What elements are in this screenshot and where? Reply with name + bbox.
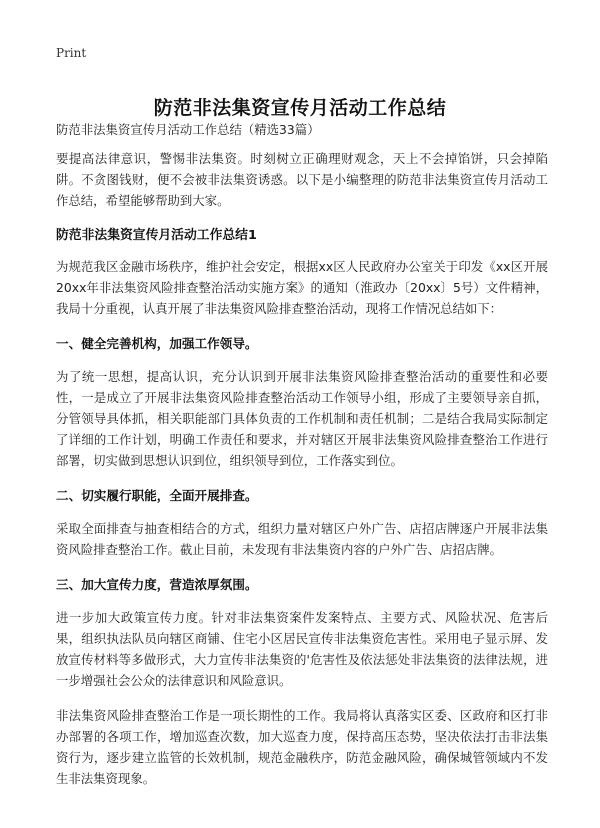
point-3-body: 进一步加大政策宣传力度。针对非法集资案件发案特点、主要方式、风险状况、危害后果，组织执法队员向辖区商铺、住宅小区居民宣传非法集资危害性。采用电子显示屏、发放宣传材料等多做形式，大力宣传非法集资的'危害性及依法惩处非法集资的法律法规，进一步增强社会公众的法律意识和风险意识。: [56, 610, 548, 688]
print-link[interactable]: Print: [56, 46, 87, 60]
point-2-body: 采取全面排查与抽查相结合的方式，组织力量对辖区户外广告、店招店牌逐户开展非法集资风险排查整治工作。截止目前，未发现有非法集资内容的户外广告、店招店牌。: [56, 521, 548, 557]
point-3-heading: 三、加大宣传力度，营造浓厚氛围。: [56, 577, 258, 592]
article-subtitle: 防范非法集资宣传月活动工作总结（精选33篇）: [56, 122, 320, 137]
section-heading: 防范非法集资宣传月活动工作总结1: [56, 228, 257, 243]
page-title: 防范非法集资宣传月活动工作总结: [153, 96, 447, 119]
point-2-heading: 二、切实履行职能，全面开展排查。: [56, 488, 258, 503]
section-intro-paragraph: 为规范我区金融市场秩序，维护社会安定，根据xx区人民政府办公室关于印发《xx区开展20xx年非法集资风险排查整治活动实施方案》的通知（淮政办〔20xx〕5号）文件精神，我局十分重视，认真开展了非法集资风险排查整治活动，现将工作情况总结如下：: [56, 259, 548, 316]
intro-paragraph: 要提高法律意识，警惕非法集资。时刻树立正确理财观念，天上不会掉馅饼，只会掉陷阱。不贪图钱财，便不会被非法集资诱惑。以下是小编整理的防范非法集资宣传月活动工作总结，希望能够帮助到大家。: [56, 151, 548, 208]
point-1-heading: 一、健全完善机构，加强工作领导。: [56, 336, 258, 351]
point-1-body: 为了统一思想，提高认识，充分认识到开展非法集资风险排查整治活动的重要性和必要性，一是成立了开展非法集资风险排查整治活动工作领导小组，形成了主要领导亲自抓，分管领导具体抓，相关职能部门具体负责的工作机制和责任机制；二是结合我局实际制定了详细的工作计划，明确工作责任和要求，并对辖区开展非法集资风险排查整治工作进行部署，切实做到思想认识到位，组织领导到位，工作落实到位。: [56, 369, 548, 468]
article-body: [56, 119, 548, 803]
closing-paragraph: 非法集资风险排查整治工作是一项长期性的工作。我局将认真落实区委、区政府和区打非办部署的各项工作，增加巡查次数，加大巡查力度，保持高压态势，坚决依法打击非法集资行为，逐步建立监管的长效机制，规范金融秩序，防范金融风险，确保城管领域内不发生非法集资现象。: [56, 708, 548, 786]
